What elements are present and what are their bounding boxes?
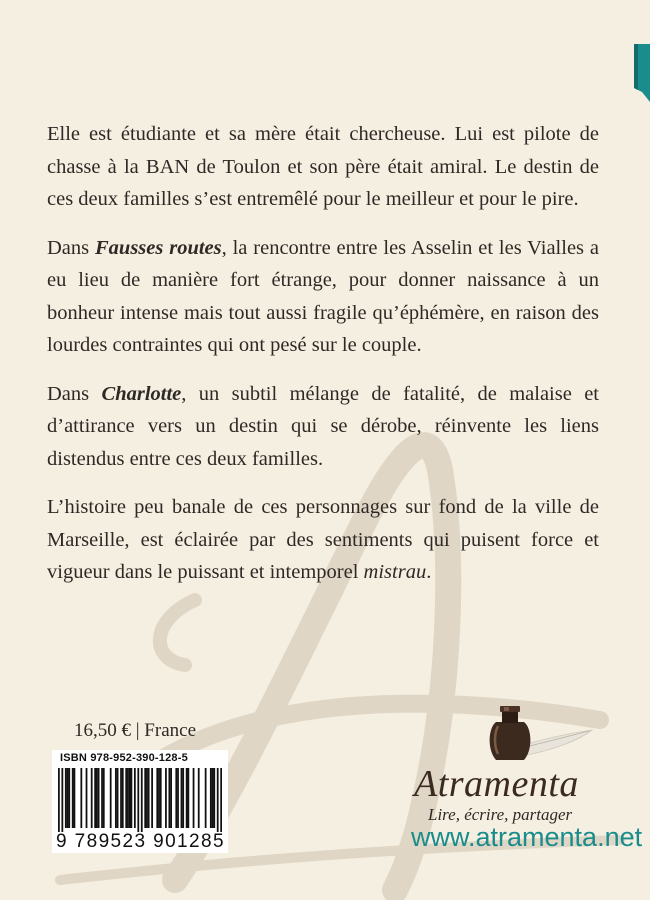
barcode-bar bbox=[80, 768, 82, 828]
barcode-bar bbox=[115, 768, 117, 828]
barcode-bar bbox=[134, 768, 136, 828]
barcode-bar bbox=[160, 768, 162, 828]
barcode-bar bbox=[146, 768, 148, 828]
barcode-bar bbox=[193, 768, 195, 828]
barcode-bar bbox=[61, 768, 63, 832]
barcode-bar bbox=[117, 768, 119, 828]
barcode-bar bbox=[120, 768, 122, 828]
publisher-tagline: Lire, écrire, partager bbox=[428, 805, 573, 824]
paragraph bbox=[47, 378, 599, 476]
publisher-name: Atramenta bbox=[414, 763, 579, 805]
barcode-bar bbox=[168, 768, 170, 828]
barcode-bar bbox=[187, 768, 189, 828]
barcode-bar bbox=[182, 768, 184, 828]
barcode-bar bbox=[94, 768, 96, 828]
paragraph-text: , un subtil mélange de fatalité, de malaise et d’attirance vers un destin qui se dérobe, réinvente les liens distendus entre ces deux familles. bbox=[47, 382, 599, 470]
barcode-bar bbox=[181, 768, 183, 828]
barcode-bar bbox=[122, 768, 124, 828]
price-label: 16,50 € | France bbox=[74, 720, 196, 741]
barcode-bar bbox=[137, 768, 139, 832]
publisher-website-link[interactable]: www.atramenta.net bbox=[411, 822, 643, 852]
barcode-bar bbox=[129, 768, 131, 828]
paragraph bbox=[47, 232, 599, 362]
paragraph-text: Elle est étudiante et sa mère était chercheuse. Lui est pilote de chasse à la BAN de Toulon et son père était amiral. Le destin de ces deux familles s’est entremêlé pour le meilleur et pour le pire. bbox=[47, 123, 599, 210]
barcode-bars bbox=[58, 768, 222, 832]
barcode-bar bbox=[213, 768, 215, 828]
barcode-bar bbox=[58, 768, 60, 832]
barcode-bar bbox=[86, 768, 88, 828]
barcode-bar bbox=[217, 768, 219, 832]
barcode-bar bbox=[177, 768, 179, 828]
paragraph-text: . bbox=[426, 561, 432, 583]
barcode-bar bbox=[151, 768, 153, 828]
paragraph-text: L’histoire peu banale de ces personnages sur fond de la ville de Marseille, est éclairée par des sentiments qui puisent force et vigueur dans le puissant et intemporel bbox=[47, 496, 599, 583]
barcode-bar bbox=[72, 768, 74, 828]
inkwell-quill-icon bbox=[484, 700, 594, 765]
barcode-bar bbox=[96, 768, 98, 828]
barcode-bar bbox=[186, 768, 188, 828]
bookmark-tab-icon bbox=[628, 44, 650, 102]
barcode-bar bbox=[67, 768, 69, 828]
isbn-barcode bbox=[52, 750, 228, 853]
paragraph-text: Dans bbox=[47, 382, 102, 405]
paragraph-text: , la rencontre entre les Asselin et les Vialles a eu lieu de manière fort étrange, pour donner naissance à un bonheur intense mais tout aussi fragile qu’éphémère, en raison des lourdes contraintes qui ont pesé sur le couple. bbox=[47, 236, 599, 356]
barcode-bar bbox=[141, 768, 143, 832]
barcode-bar bbox=[101, 768, 103, 828]
barcode-bar bbox=[165, 768, 167, 828]
paragraph bbox=[47, 118, 599, 216]
barcode-bar bbox=[110, 768, 112, 828]
barcode-bar bbox=[127, 768, 129, 828]
title-emphasis: Charlotte bbox=[101, 382, 182, 405]
barcode-bar bbox=[212, 768, 214, 828]
barcode-bar bbox=[68, 768, 70, 828]
barcode-bar bbox=[125, 768, 127, 828]
back-cover-text bbox=[47, 118, 599, 605]
barcode-bar bbox=[144, 768, 146, 828]
barcode-bar bbox=[220, 768, 222, 832]
barcode-bar bbox=[170, 768, 172, 828]
barcode-bar bbox=[175, 768, 177, 828]
isbn-label: ISBN 978-952-390-128-5 bbox=[60, 752, 188, 764]
barcode-bar bbox=[65, 768, 67, 828]
barcode-bar bbox=[103, 768, 105, 828]
paragraph bbox=[47, 491, 599, 589]
barcode-bar bbox=[74, 768, 76, 828]
barcode-bar bbox=[91, 768, 93, 828]
paragraph-text: Dans bbox=[47, 236, 95, 259]
barcode-bar bbox=[131, 768, 133, 828]
barcode-bar bbox=[158, 768, 160, 828]
barcode-bar bbox=[98, 768, 100, 828]
isbn-digits: 9 789523 901285 bbox=[56, 831, 225, 852]
barcode-bar bbox=[205, 768, 207, 828]
barcode-bar bbox=[210, 768, 212, 828]
barcode-bar bbox=[156, 768, 158, 828]
barcode-bar bbox=[148, 768, 150, 828]
title-emphasis: Fausses routes bbox=[95, 236, 222, 259]
title-emphasis: mistrau bbox=[363, 561, 427, 583]
barcode-bar bbox=[198, 768, 200, 828]
